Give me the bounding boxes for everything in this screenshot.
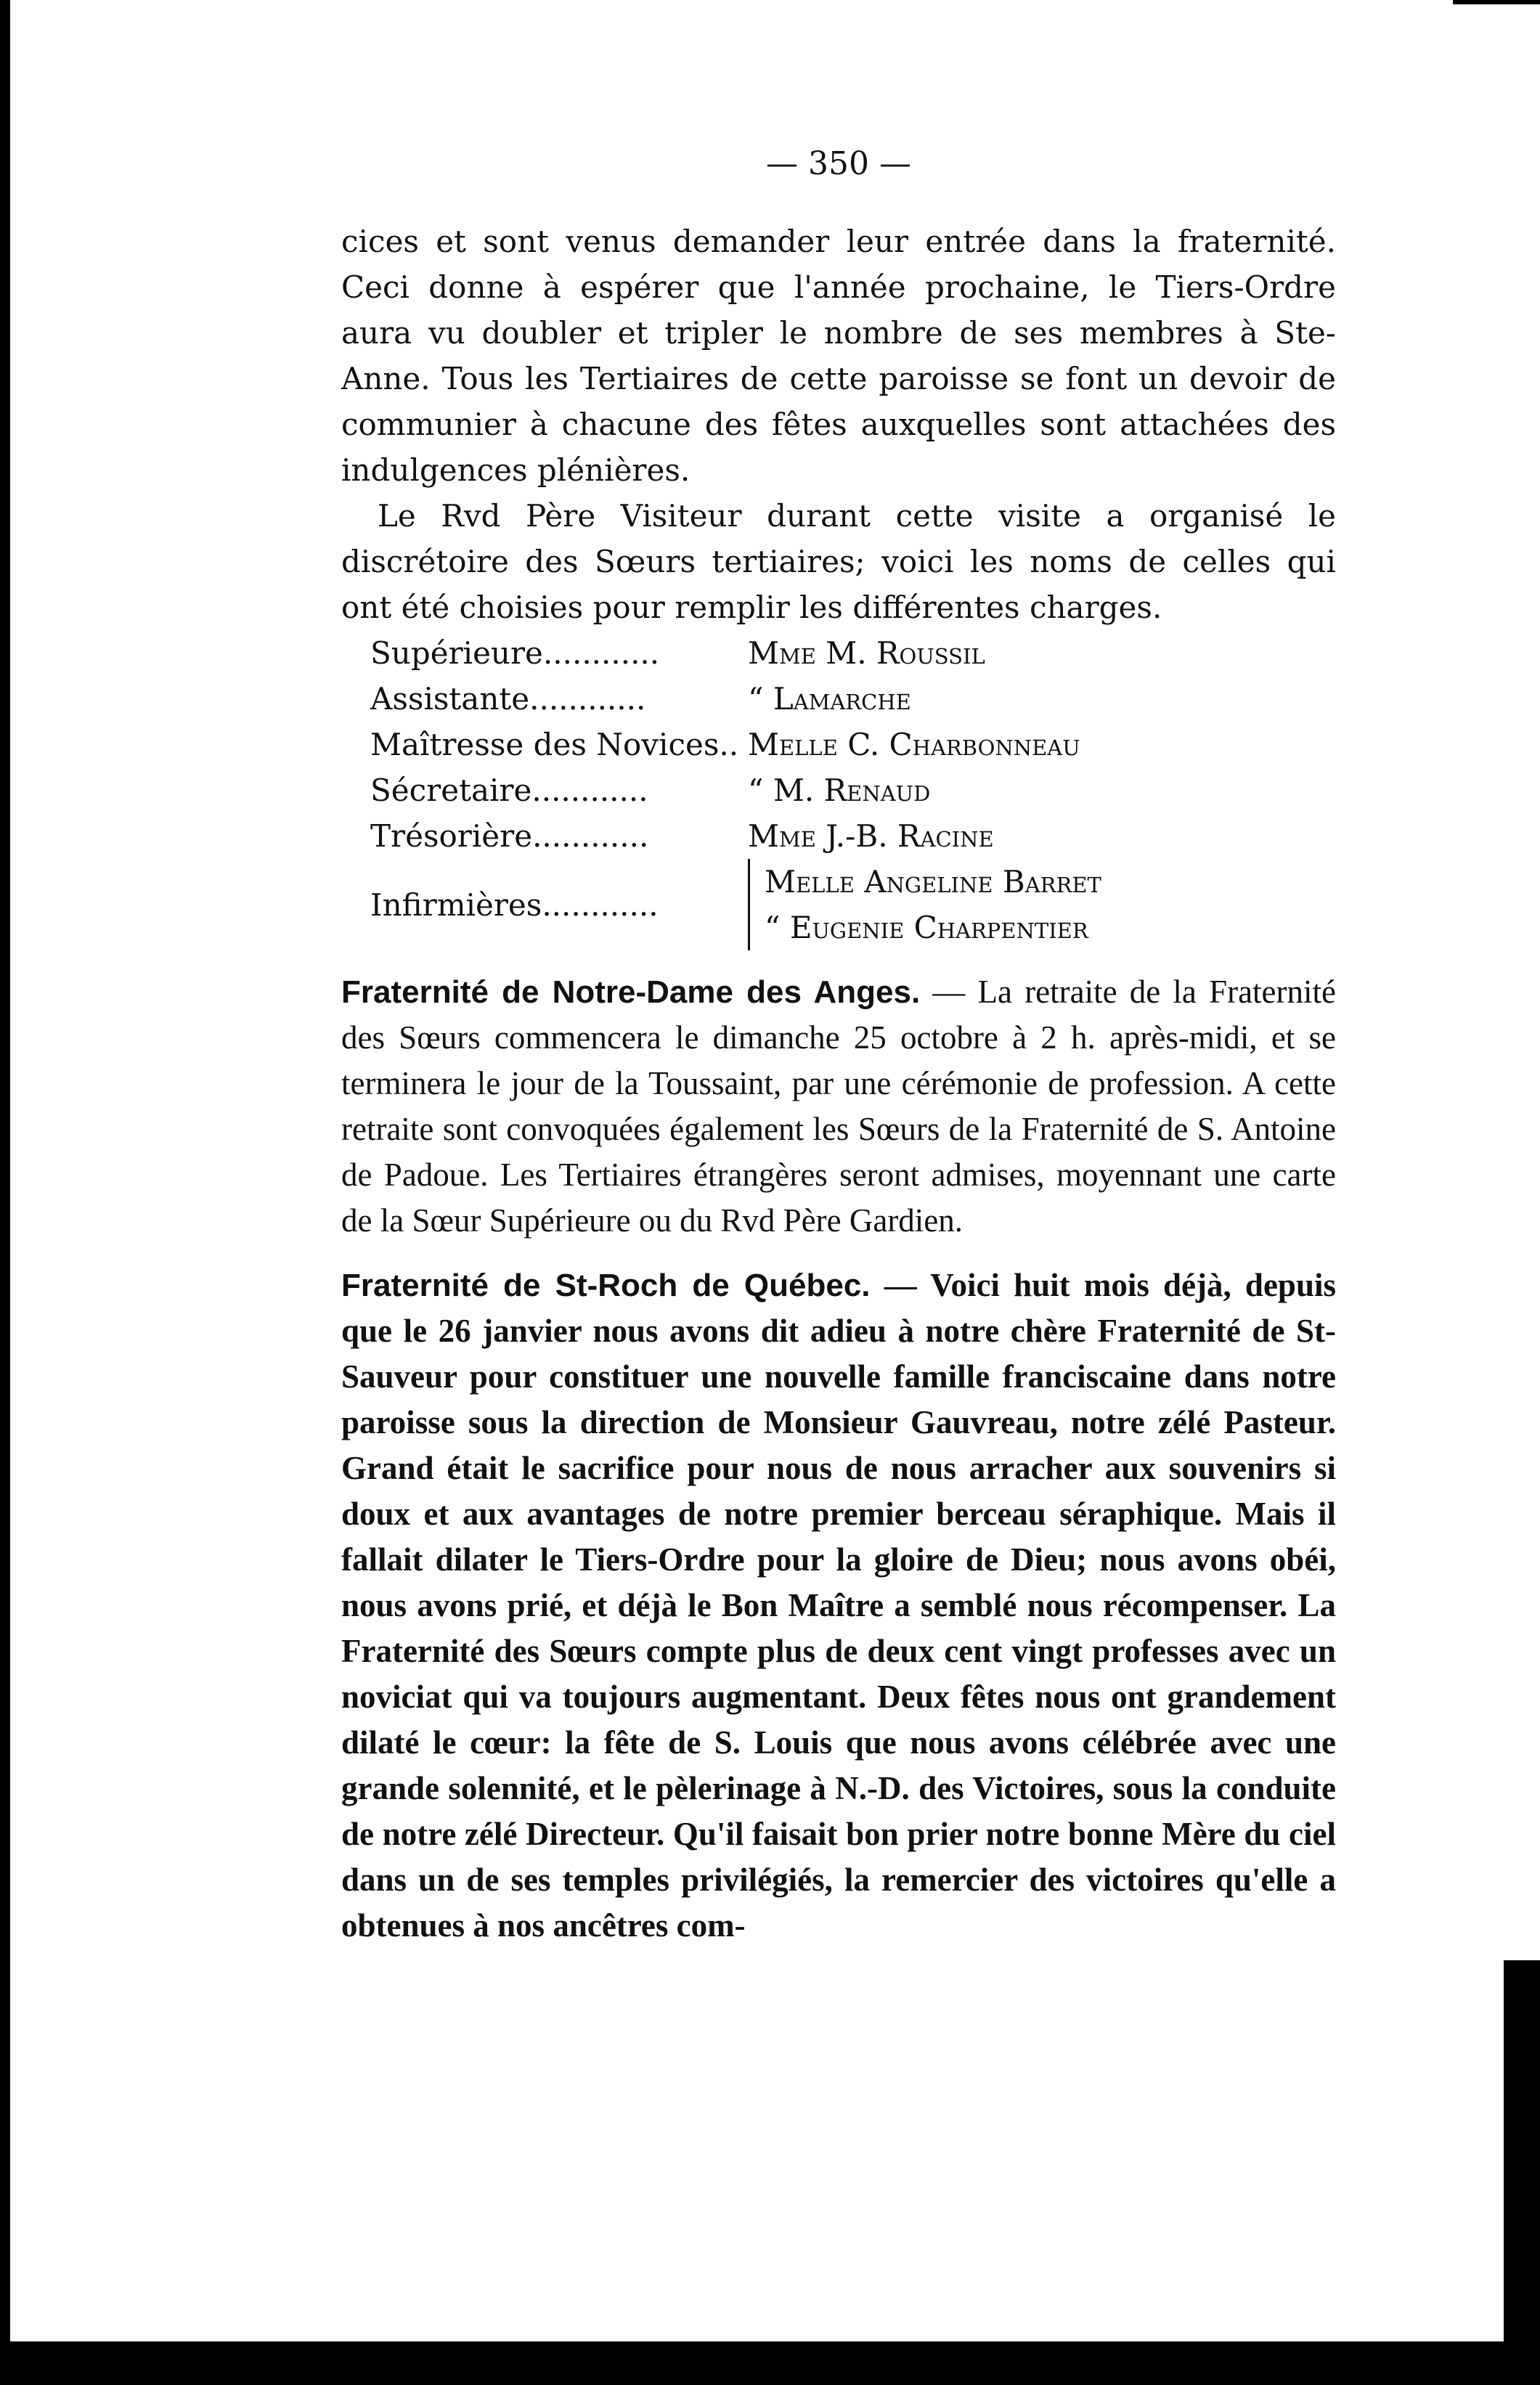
officer-role: Trésorière............ [370,818,649,854]
officer-role: Supérieure............ [370,635,660,671]
infirmiere-name: Melle Angeline Barret [765,864,1101,900]
officer-role: Assistante............ [370,681,646,717]
scan-left-border [0,0,10,2385]
officer-row [341,722,1336,767]
scan-top-right-mark [1453,0,1540,4]
section-paragraph [341,1263,1336,1949]
discretoire-paragraph: Le Rvd Père Visiteur durant cette visite a organisé le discrétoire des Sœurs tertiaires; voici les noms de celles qui ont été choisies pour remplir les différentes charges. [341,498,1336,625]
officer-row [341,630,1336,676]
officer-row [341,767,1336,813]
infirmieres-row [341,859,1336,950]
officer-name: “ M. Renaud [748,772,931,808]
officer-name: Mme J.-B. Racine [748,818,994,854]
scan-bottom-border [0,2341,1540,2385]
officers-list [341,630,1336,950]
infirmieres-role: Infirmières............ [370,886,659,923]
page-body [341,145,1336,1949]
infirmiere-name: “ Eugenie Charpentier [765,910,1088,945]
officer-role: Sécretaire............ [370,772,648,808]
infirmieres-names [748,859,1336,950]
officer-name: Melle C. Charbonneau [748,727,1080,762]
page-number: — 350 — [766,145,911,182]
section-st-roch-de-quebec [341,1263,1336,1949]
section-text: — La retraite de la Fraternité des Sœurs commencera le dimanche 25 octobre à 2 h. après-midi, et se terminera le jour de la Toussaint, par une cérémonie de profession. A cette retraite sont convoquées également les Sœurs de la Fraternité de S. Antoine de Padoue. Les Tertiaires étrangères seront admises, moyennant une carte de la Sœur Supérieure ou du Rvd Père Gardien. [341,974,1336,1239]
section-notre-dame-des-anges [341,969,1336,1244]
officer-row [341,676,1336,722]
section-paragraph [341,969,1336,1244]
scan-right-border [1504,1960,1540,2385]
officer-name: “ Lamarche [748,681,911,717]
opening-paragraph: cices et sont venus demander leur entrée dans la fraternité. Ceci donne à espérer que l'année prochaine, le Tiers-Ordre aura vu doubler et tripler le nombre de ses membres à Ste-Anne. Tous les Tertiaires de cette paroisse se font un devoir de communier à chacune des fêtes auxquelles sont attachées des indulgences plénières. [341,224,1336,488]
section-text: — Voici huit mois déjà, depuis que le 26 janvier nous avons dit adieu à notre chère Fraternité de St-Sauveur pour constituer une nouvelle famille franciscaine dans notre paroisse sous la direction de Monsieur Gauvreau, notre zélé Pasteur. Grand était le sacrifice pour nous de nous arracher aux souvenirs si doux et aux avantages de notre premier berceau séraphique. Mais il fallait dilater le Tiers-Ordre pour la gloire de Dieu; nous avons obéi, nous avons prié, et déjà le Bon Maître a semblé nous récompenser. La Fraternité des Sœurs compte plus de deux cent vingt professes avec un noviciat qui va toujours augmentant. Deux fêtes nous ont grandement dilaté le cœur: la fête de S. Louis que nous avons célébrée avec une grande solennité, et le pèlerinage à N.-D. des Victoires, sous la conduite de notre zélé Directeur. Qu'il faisait bon prier notre bonne Mère du ciel dans un de ses temples privilégiés, la remercier des victoires qu'elle a obtenues à nos ancêtres com- [341,1267,1336,1944]
officer-role: Maîtresse des Novices.. [370,727,739,762]
officer-name: Mme M. Roussil [748,635,985,671]
officer-row [341,813,1336,859]
section-heading: Fraternité de Notre-Dame des Anges. [341,974,921,1010]
section-heading: Fraternité de St-Roch de Québec. [341,1268,871,1303]
